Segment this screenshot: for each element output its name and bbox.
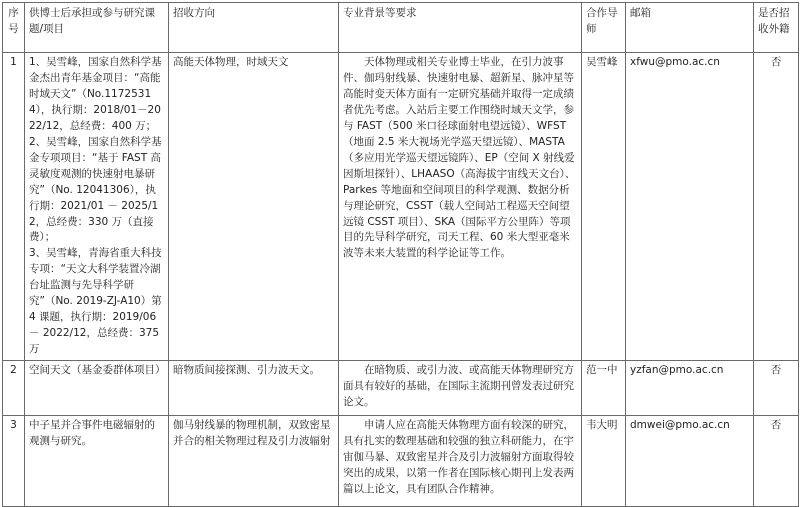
project-item: 1、吴雪峰，国家自然科学基金杰出青年基金项目：“高能时域天文”（No.11725314），执行期：2018/01－2022/12，总经费：400 万； bbox=[29, 56, 162, 132]
cell-external: 否 bbox=[754, 416, 799, 507]
cell-direction: 暗物质间接探测、引力波天文。 bbox=[169, 361, 339, 416]
cell-projects bbox=[25, 53, 169, 361]
cell-direction: 伽马射线暴的物理机制，双致密星并合的相关物理过程及引力波辐射 bbox=[169, 416, 339, 507]
header-requirements: 专业背景等要求 bbox=[339, 3, 582, 53]
header-direction: 招收方向 bbox=[169, 3, 339, 53]
cell-requirements: 申请人应在高能天体物理方面有较深的研究，具有扎实的数理基础和较强的独立科研能力，在宇宙伽马暴、双致密星并合及引力波辐射方面取得较突出的成果，以第一作者在国际核心期刊上发表两篇以上论文，具有团队合作精神。 bbox=[339, 416, 582, 507]
project-item: 2、吴雪峰，国家自然科学基金专项项目：“基于 FAST 高灵敏度观测的快速射电暴研究”（No. 12041306），执行期：2021/01 － 2025/12，总经费：330 万（直接费）； bbox=[29, 135, 162, 244]
table-row bbox=[3, 361, 799, 416]
header-supervisor: 合作导师 bbox=[582, 3, 626, 53]
cell-no: 3 bbox=[3, 416, 25, 507]
header-no: 序号 bbox=[3, 3, 25, 53]
cell-projects bbox=[25, 416, 169, 507]
cell-email[interactable]: dmwei@pmo.ac.cn bbox=[626, 416, 754, 507]
cell-external: 否 bbox=[754, 361, 799, 416]
cell-requirements: 天体物理或相关专业博士毕业，在引力波事件、伽玛射线暴、快速射电暴、超新星、脉冲星等高能时变天体方面有一定研究基础并取得一定成绩者优先考虑。入站后主要工作围绕时域天文学，参与 FAST（500 米口径球面射电望远镜）、WFST（地面 2.5 米大视场光学巡天望远镜）、MASTA（多应用光学巡天望远镜阵）、EP（空间 X 射线爱因斯坦探针）、LHAASO（高海拔宇宙线天文台）、Parkes 等地面和空间项目的科学观测、数据分析与理论研究，CSST（载人空间站工程巡天空间望远镜 CSST 项目）、SKA（国际平方公里阵）等项目的先导科学研究，司天工程、60 米大型亚毫米波等未来大装置的科学论证等工作。 bbox=[339, 53, 582, 361]
cell-supervisor: 范一中 bbox=[582, 361, 626, 416]
project-item: 3、吴雪峰，青海省重大科技专项：“天文大科学装置冷湖台址监测与先导科学研究”（No. 2019-ZJ-A10）第 4 课题，执行期：2019/06 － 2022/12，总经费：375 万 bbox=[29, 247, 162, 356]
cell-external: 否 bbox=[754, 53, 799, 361]
cell-supervisor: 韦大明 bbox=[582, 416, 626, 507]
cell-email[interactable]: xfwu@pmo.ac.cn bbox=[626, 53, 754, 361]
header-projects: 供博士后承担或参与研究课题/项目 bbox=[25, 3, 169, 53]
cell-no: 2 bbox=[3, 361, 25, 416]
cell-email[interactable]: yzfan@pmo.ac.cn bbox=[626, 361, 754, 416]
postdoc-recruitment-table bbox=[2, 2, 799, 507]
cell-no: 1 bbox=[3, 53, 25, 361]
project-item: 空间天文（基金委群体项目） bbox=[29, 364, 166, 377]
cell-direction: 高能天体物理，时域天文 bbox=[169, 53, 339, 361]
header-email: 邮箱 bbox=[626, 3, 754, 53]
project-item: 中子星并合事件电磁辐射的观测与研究。 bbox=[29, 419, 155, 448]
cell-requirements: 在暗物质、或引力波、或高能天体物理研究方面具有较好的基础，在国际主流期刊曾发表过研究论文。 bbox=[339, 361, 582, 416]
cell-supervisor: 吴雪峰 bbox=[582, 53, 626, 361]
table-row bbox=[3, 416, 799, 507]
cell-projects bbox=[25, 361, 169, 416]
header-external: 是否招收外籍 bbox=[754, 3, 799, 53]
header-row bbox=[3, 3, 799, 53]
table-row bbox=[3, 53, 799, 361]
